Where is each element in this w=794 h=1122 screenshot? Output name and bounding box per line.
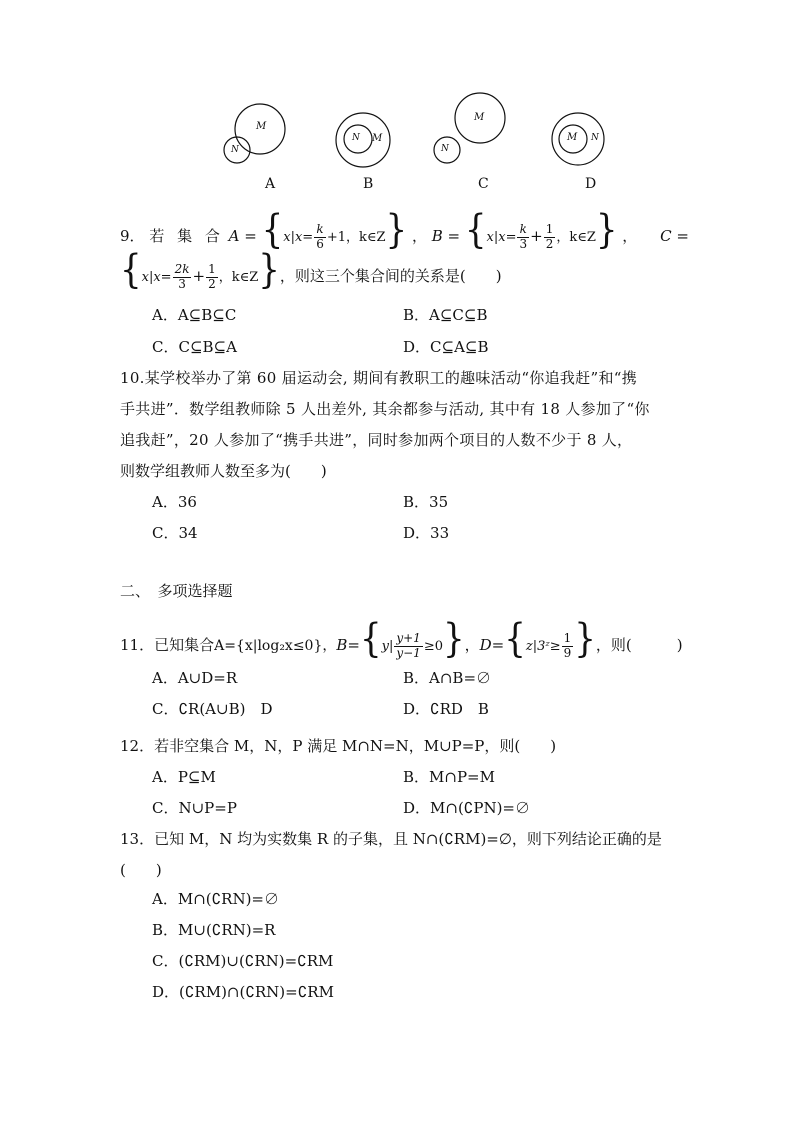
q11-set-b-var: y|	[381, 639, 394, 654]
q12-option-b[interactable]: B．M∩P=M	[403, 768, 495, 786]
q9-number: 9．	[120, 227, 145, 245]
q9-set-b-frac-num: k	[517, 223, 529, 237]
q9-set-c-frac2-num: 1	[208, 262, 216, 277]
q10-option-d[interactable]: D．33	[403, 524, 450, 542]
q9-option-c[interactable]: C．C⊆B⊆A	[152, 338, 237, 356]
q9-option-b[interactable]: B．A⊆C⊆B	[403, 306, 488, 324]
q9-lead: 若 集 合	[149, 227, 224, 245]
q9-set-b-plus: +	[530, 227, 543, 245]
venn-caption-b: B	[363, 176, 374, 192]
q9-set-a-frac-den: 6	[316, 236, 324, 251]
q9-set-c-frac	[173, 263, 192, 290]
q13-line1: 13．已知 M，N 均为实数集 R 的子集，且 N∩(∁RM)=∅，则下列结论正确的是	[120, 830, 662, 848]
q9-b-brace-close: }	[595, 207, 618, 253]
q9-option-a[interactable]: A．A⊆B⊆C	[152, 306, 237, 324]
q11-b-brace-open: {	[359, 616, 382, 662]
q9-set-b-frac2	[544, 223, 556, 250]
venn-b-label-n: N	[352, 133, 360, 143]
q9-sep2: ，	[622, 227, 638, 245]
q9-set-a-frac-num: k	[314, 223, 326, 237]
q9-set-c-frac2	[206, 263, 218, 290]
q9-set-b-tail: ，k∈Z	[556, 230, 596, 245]
venn-c-label-m: M	[474, 112, 485, 123]
q13-line2: ( )	[120, 861, 162, 879]
q10-option-c[interactable]: C．34	[152, 524, 198, 542]
q9-c-brace-open: {	[120, 247, 142, 293]
q11-set-a: A={x|log₂x≤0}，	[214, 638, 337, 654]
q11-set-b-num: y+1	[396, 631, 421, 646]
q11-set-b-frac	[394, 632, 422, 659]
q10-line3: 追我赶”，20 人参加了“携手共进”，同时参加两个项目的人数不少于 8 人，	[120, 431, 633, 449]
q10-option-b[interactable]: B．35	[403, 493, 449, 511]
q9-set-b-body: x|x=	[486, 230, 517, 245]
q9-brace-close: }	[385, 207, 408, 253]
q9-sep1: ，	[411, 227, 427, 245]
q9-set-a-frac	[314, 223, 326, 250]
q13-option-d[interactable]: D．(∁RM)∩(∁RN)=∁RM	[152, 983, 334, 1001]
q10-line1: 10.某学校举办了第 60 届运动会, 期间有教职工的趣味活动“你追我赶”和“携	[120, 369, 638, 387]
q11-set-d-body: z|3ᶻ≥	[525, 639, 561, 654]
q11-b-brace-close: }	[442, 616, 465, 662]
q11-set-d-den: 9	[563, 645, 572, 660]
q10-line2: 手共进”．数学组教师除 5 人出差外, 其余都参与活动, 其中有 18 人参加了“你	[120, 400, 650, 418]
q11-number: 11．已知集合	[120, 636, 215, 654]
q12-option-c[interactable]: C．N∪P=P	[152, 799, 237, 817]
q9-set-a-name: A =	[228, 227, 257, 245]
venn-caption-c: C	[478, 176, 489, 192]
q9-set-b-frac	[517, 223, 529, 250]
q9-line2	[120, 247, 502, 293]
q13-option-b[interactable]: B．M∪(∁RN)=R	[152, 921, 276, 939]
q9-c-brace-close: }	[258, 247, 280, 293]
q11-tail: ，则( )	[595, 636, 683, 654]
q9-set-c-frac2-den: 2	[208, 276, 216, 291]
q11-set-d-frac	[562, 632, 574, 659]
q11-set-b-den: y−1	[396, 645, 421, 660]
q13-option-c[interactable]: C．(∁RM)∪(∁RN)=∁RM	[152, 952, 334, 970]
q9-set-c-body: x|x=	[141, 270, 172, 285]
q9-set-c-name: C =	[660, 227, 689, 245]
q9-brace-open: {	[261, 207, 284, 253]
q9-set-b-frac2-num: 1	[545, 222, 554, 237]
section-heading-multiple-choice: 二、 多项选择题	[120, 582, 233, 600]
q10-option-a[interactable]: A．36	[152, 493, 197, 511]
venn-caption-d: D	[585, 176, 597, 192]
q12-option-d[interactable]: D．M∩(∁PN)=∅	[403, 799, 530, 817]
q9-set-a-body: x|x=	[283, 230, 314, 245]
venn-a-label-n: N	[231, 145, 239, 155]
q13-option-a[interactable]: A．M∩(∁RN)=∅	[152, 890, 279, 908]
q9-option-d[interactable]: D．C⊆A⊆B	[403, 338, 489, 356]
venn-a-label-m: M	[256, 121, 267, 132]
q11-sep: ，	[464, 636, 480, 654]
venn-d-label-m: M	[567, 132, 578, 143]
venn-c-label-n: N	[441, 144, 449, 154]
venn-caption-a: A	[265, 176, 276, 192]
venn-diagrams	[0, 0, 794, 200]
q9-set-b-frac2-den: 2	[545, 236, 554, 251]
q11-d-brace-open: {	[504, 616, 526, 662]
q11-set-b-rel: ≥0	[423, 639, 443, 654]
q9-line1	[120, 207, 689, 253]
q9-set-c-plus: +	[192, 267, 206, 285]
q11-line	[120, 616, 683, 662]
q12-option-a[interactable]: A．P⊆M	[152, 768, 216, 786]
q9-question-tail: ，则这三个集合间的关系是( )	[279, 267, 502, 285]
q11-set-b-name: B=	[336, 636, 360, 654]
q9-set-c-tail: ，k∈Z	[218, 270, 259, 285]
q9-set-c-frac-den: 3	[178, 276, 186, 291]
q10-line4: 则数学组教师人数至多为( )	[120, 462, 327, 480]
q11-set-d-name: D=	[479, 636, 505, 654]
q9-set-a-tail: +1，k∈Z	[326, 230, 386, 245]
q11-option-d[interactable]: D．∁RD B	[403, 700, 489, 718]
venn-d-label-n: N	[591, 133, 599, 143]
q11-option-c[interactable]: C．∁R(A∪B) D	[152, 700, 273, 718]
q11-set-d-num: 1	[563, 631, 572, 646]
q9-b-brace-open: {	[464, 207, 487, 253]
q9-set-b-frac-den: 3	[519, 236, 528, 251]
q11-option-b[interactable]: B．A∩B=∅	[403, 669, 492, 687]
q11-option-a[interactable]: A．A∪D=R	[152, 669, 238, 687]
venn-b-label-m: M	[372, 133, 383, 144]
q11-d-brace-close: }	[574, 616, 596, 662]
q9-set-b-name: B =	[431, 227, 461, 245]
q12-line: 12．若非空集合 M，N，P 满足 M∩N=N，M∪P=P，则( )	[120, 737, 557, 755]
q9-set-c-frac-num: 2k	[174, 262, 190, 277]
